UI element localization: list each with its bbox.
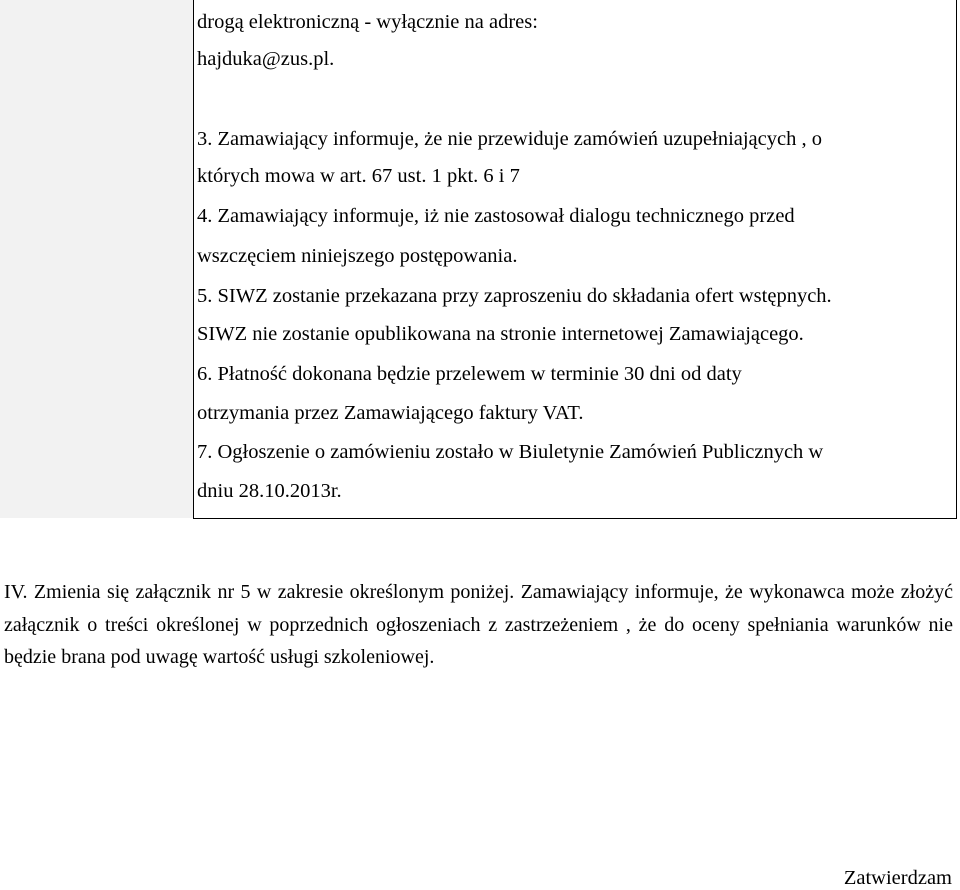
cell-line-item-7-cont: dniu 28.10.2013r.: [197, 480, 342, 502]
cell-line-item-4: 4. Zamawiający informuje, iż nie zastosował dialogu technicznego przed: [197, 205, 795, 227]
cell-line-item-6-cont: otrzymania przez Zamawiającego faktury VAT.: [197, 402, 584, 424]
cell-line-item-6: 6. Płatność dokonana będzie przelewem w terminie 30 dni od daty: [197, 363, 742, 385]
cell-line-item-7: 7. Ogłoszenie o zamówieniu zostało w Biuletynie Zamówień Publicznych w: [197, 441, 824, 463]
signature-approval: Zatwierdzam: [843, 867, 952, 889]
section-iv-paragraph: IV. Zmienia się załącznik nr 5 w zakresie określonym poniżej. Zamawiający informuje, że wykonawca może złożyć załącznik o treści określonej w poprzednich ogłoszeniach z zastrzeżeniem , że do oceny spełniania warunków nie będzie brana pod uwagę wartość usługi szkoleniowej.: [4, 581, 953, 668]
left-margin-strip: [0, 0, 193, 518]
cell-line-delivery: drogą elektroniczną - wyłącznie na adres:: [197, 11, 538, 33]
cell-line-item-3-cont: których mowa w art. 67 ust. 1 pkt. 6 i 7: [197, 165, 520, 187]
cell-line-item-5: 5. SIWZ zostanie przekazana przy zaproszeniu do składania ofert wstępnych.: [197, 285, 832, 307]
cell-line-email: hajduka@zus.pl.: [197, 48, 335, 70]
cell-line-item-3: 3. Zamawiający informuje, że nie przewiduje zamówień uzupełniających , o: [197, 128, 822, 150]
content-table-cell: [193, 0, 957, 519]
cell-line-item-4-cont: wszczęciem niniejszego postępowania.: [197, 245, 518, 267]
cell-line-item-5-cont: SIWZ nie zostanie opublikowana na stronie internetowej Zamawiającego.: [197, 323, 804, 345]
